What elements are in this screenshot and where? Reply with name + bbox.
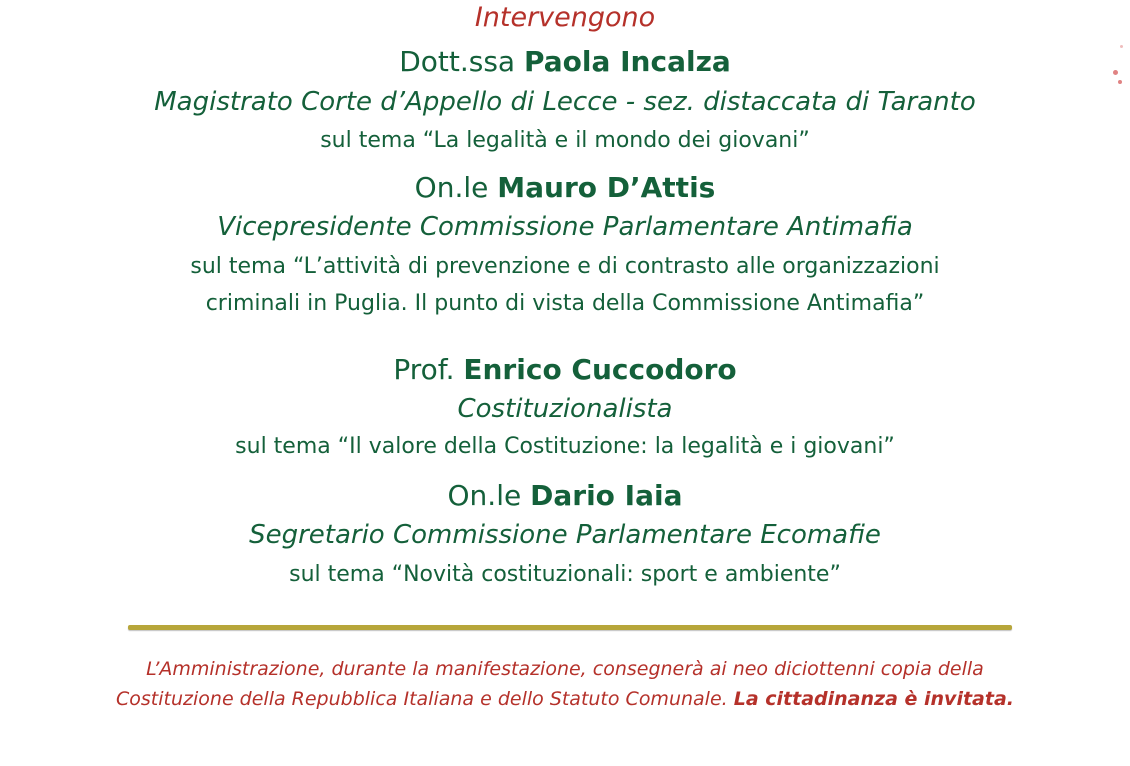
speaker-3-heading [0,353,1130,386]
speaker-4-topic: sul tema “Novità costituzionali: sport e ambiente” [289,562,841,587]
footer-line-1: L’Amministrazione, durante la manifestazione, consegnerà ai neo diciottenni copia della [146,658,984,680]
speaker-1-role: Magistrato Corte d’Appello di Lecce - sez. distaccata di Taranto [154,87,976,117]
speaker-3-role: Costituzionalista [457,394,673,424]
speaker-1-topic: sul tema “La legalità e il mondo dei giovani” [320,128,810,153]
speaker-1-heading [0,45,1130,78]
speaker-3-title: Prof. [393,353,455,386]
speaker-3-topic: sul tema “Il valore della Costituzione: la legalità e i giovani” [235,434,895,459]
speaker-2-topic-line-2: criminali in Puglia. Il punto di vista della Commissione Antimafia” [205,291,925,316]
speaker-2-topic-line-1: sul tema “L’attività di prevenzione e di contrasto alle organizzazioni [190,254,940,279]
gold-divider [128,625,1012,630]
speaker-4-heading [0,479,1130,512]
intervengono-heading: Intervengono [474,2,656,33]
speaker-1-title: Dott.ssa [399,45,516,78]
speaker-3-name: Enrico Cuccodoro [463,353,737,386]
speaker-1-name: Paola Incalza [524,45,731,78]
speaker-2-heading [0,171,1130,204]
footer-line-2-regular: Costituzione della Repubblica Italiana e dello Statuto Comunale. [116,688,728,710]
speaker-2-title: On.le [414,171,489,204]
footer-line-2 [0,690,1130,709]
speaker-4-role: Segretario Commissione Parlamentare Ecomafie [249,520,881,550]
speaker-4-name: Dario Iaia [530,479,683,512]
footer-invitation: La cittadinanza è invitata. [733,688,1014,710]
speaker-2-role: Vicepresidente Commissione Parlamentare Antimafia [217,212,913,242]
speaker-2-name: Mauro D’Attis [497,171,716,204]
speaker-4-title: On.le [447,479,522,512]
